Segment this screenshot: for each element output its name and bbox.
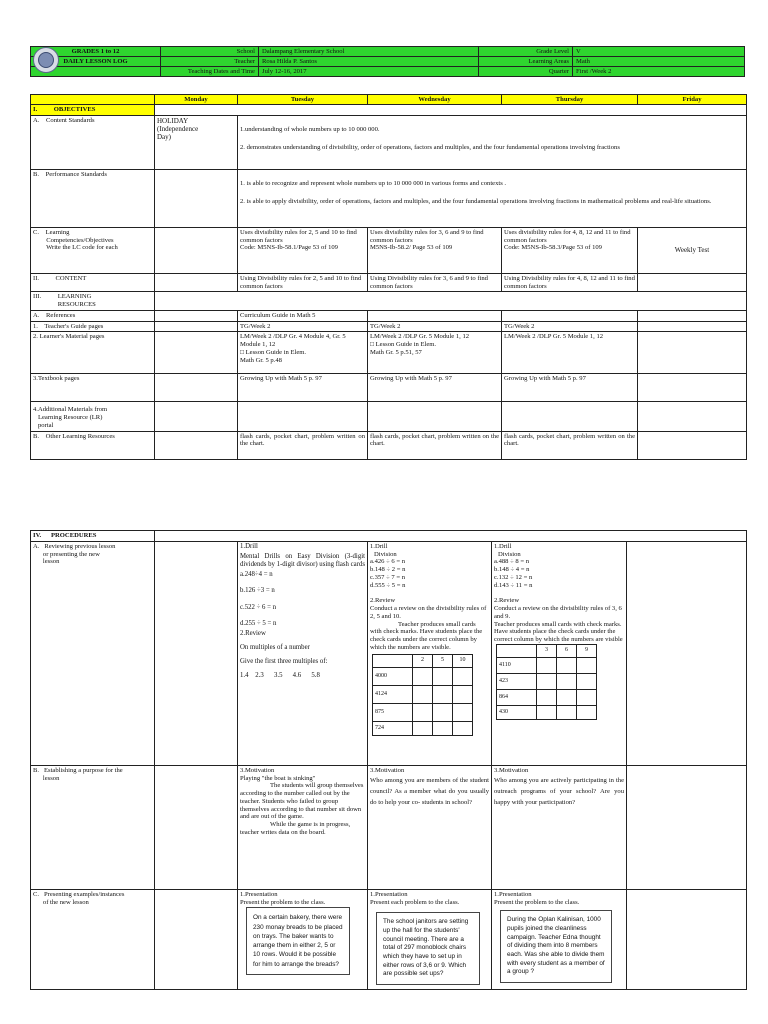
- competencies-wednesday: Uses divisibility rules for 3, 6 and 9 to find common factors M5NS-Ib-58.2/ Page 53 of 109: [368, 227, 502, 273]
- content-standards-cell: [238, 115, 747, 169]
- dt-thu-h3: 9: [577, 644, 597, 657]
- dt-wed-c: [413, 667, 433, 685]
- dt-thu-c: [577, 689, 597, 705]
- day-friday: Friday: [638, 95, 747, 105]
- competencies-thursday: Uses divisibility rules for 4, 8, 12 and 11 to find common factors Code: M5NS-Ib-58.3/Page 53 of 109: [502, 227, 638, 273]
- review-text-tue: On multiples of a number: [240, 644, 310, 652]
- dt-thu-c: [537, 673, 557, 689]
- drill-title-tue: 1.Drill: [240, 542, 258, 550]
- performance-standards-cell: [238, 169, 747, 227]
- examples-tuesday: [238, 889, 368, 989]
- dt-wed-c: [433, 703, 453, 721]
- dt-thu-c: [557, 689, 577, 705]
- dt-wed-c: [413, 721, 433, 735]
- area-label: Learning Areas: [479, 57, 573, 67]
- content-label: II. CONTENT: [31, 273, 155, 292]
- tb-wednesday: Growing Up with Math 5 p. 97: [368, 374, 502, 402]
- motivation-title-thu: 3.Motivation: [494, 766, 529, 774]
- review-title-thu: 2.Review: [494, 597, 520, 605]
- dt-wed-h1: 2: [413, 654, 433, 667]
- am-monday: [155, 402, 238, 431]
- area-value: Math: [573, 57, 745, 67]
- dt-wed-c: [453, 721, 473, 735]
- competencies-tuesday: Uses divisibility rules for 2, 5 and 10 to find common factors Code: M5NS-Ib-58.1/Page 53 of 109: [238, 227, 368, 273]
- dt-wed-h0: [373, 654, 413, 667]
- dt-thu-h1: 3: [537, 644, 557, 657]
- other-resources-label: B. Other Learning Resources: [31, 431, 155, 459]
- header-table: [30, 46, 745, 77]
- content-standard-1: 1.understanding of whole numbers up to 10 000 000.: [240, 125, 380, 133]
- dt-thu-c: [557, 705, 577, 719]
- day-tuesday: Tuesday: [238, 95, 368, 105]
- learning-resources-blank: [155, 292, 747, 311]
- purpose-friday: [627, 765, 747, 889]
- review-wednesday: [368, 541, 492, 765]
- drill-item-tue-a: a.248÷4 = n: [240, 571, 273, 579]
- divisibility-table-wed: [372, 654, 473, 736]
- drill-item-tue-b: b.126 ÷3 = n: [240, 587, 275, 595]
- drill-text-tue: Mental Drills on Easy Division (3-digit dividends by 1-digit divisor) using flash cards: [240, 552, 365, 569]
- learners-material-label: 2. Learner's Material pages: [31, 332, 155, 374]
- school-value: Dalampang Elementary School: [259, 47, 479, 57]
- am-friday: [638, 402, 747, 431]
- content-thursday: Using Divisibility rules for 4, 8, 12 and 11 to find common factors: [502, 273, 638, 292]
- problem-box-wed: The school janitors are setting up the hall for the students' council meeting. There are a total of 297 monoblock chairs which they have to set up in either rows of 3,6 or 9. Which are possible set ups?: [376, 912, 480, 984]
- content-tuesday: Using Divisibility rules for 2, 5 and 10 to find common factors: [238, 273, 368, 292]
- review-title-wed: 2.Review: [370, 597, 396, 605]
- teacher-value: Rosa Hilda P. Santos: [259, 57, 479, 67]
- examples-monday: [155, 889, 238, 989]
- purpose-wednesday: [368, 765, 492, 889]
- dt-thu-c: [537, 689, 557, 705]
- review-text-thu: Conduct a review on the divisibility rules of 3, 6 and 9.: [494, 605, 622, 620]
- competencies-label: C. Learning Competencies/Objectives Write the LC code for each: [31, 227, 155, 273]
- dt-wed-r0: 4000: [373, 667, 413, 685]
- grade-label: Grade Level: [479, 47, 573, 57]
- performance-standards-label: B. Performance Standards: [31, 169, 155, 227]
- drill-item-tue-c: c.522 ÷ 6 = n: [240, 603, 277, 611]
- lm-thursday: LM/Week 2 /DLP Gr. 5 Module 1, 12: [502, 332, 638, 374]
- header-title-line2: DAILY LESSON LOG: [31, 57, 161, 67]
- dt-wed-c: [453, 703, 473, 721]
- drill-item-thu-c: c.132 ÷ 12 = n: [494, 573, 533, 581]
- dt-thu-c: [577, 657, 597, 673]
- dt-wed-c: [413, 685, 433, 703]
- objectives-heading: I. OBJECTIVES: [31, 105, 155, 116]
- dt-wed-c: [433, 721, 453, 735]
- examples-thursday: [492, 889, 627, 989]
- dt-thu-r2: 864: [497, 689, 537, 705]
- content-wednesday: Using Divisibility rules for 3, 6 and 9 to find common factors: [368, 273, 502, 292]
- learning-resources-label: III. LEARNING RESOURCES: [31, 292, 155, 311]
- drill-item-thu-b: b.148 ÷ 4 = n: [494, 566, 530, 574]
- other-friday: [638, 431, 747, 459]
- tb-friday: [638, 374, 747, 402]
- additional-materials-label: 4.Additional Materials from Learning Resource (LR) portal: [31, 402, 155, 431]
- dt-wed-c: [453, 667, 473, 685]
- problem-box-tue: On a certain bakery, there were 230 monay breads to be placed on trays. The baker wants to arrange them in either 2, 5 or 10 rows. Would it be possible for him to arrange the breads?: [246, 907, 350, 975]
- objectives-table: [30, 94, 747, 460]
- holiday-text: HOLIDAY (Independence Day): [155, 115, 238, 169]
- quarter-value: First /Week 2: [573, 67, 745, 77]
- review-text2-wed: Teacher produces small cards with check marks. Have students place the check cards under the correct column by which the numbers are visible.: [370, 620, 483, 651]
- presentation-title-wed: 1.Presentation: [370, 890, 408, 898]
- dt-thu-r1: 423: [497, 673, 537, 689]
- dt-thu-c: [577, 705, 597, 719]
- references-tuesday: Curriculum Guide in Math 5: [238, 310, 368, 321]
- review-monday: [155, 541, 238, 765]
- drill-item-wed-c: c.357 ÷ 7 = n: [370, 573, 405, 581]
- dt-thu-c: [557, 657, 577, 673]
- dt-wed-c: [413, 703, 433, 721]
- motivation-text-thu: Who among you are actively participating in the outreach programs of your school? Are you happy with your participation?: [494, 776, 624, 807]
- content-friday: [638, 273, 747, 292]
- purpose-thursday: [492, 765, 627, 889]
- motivation-title-wed: 3.Motivation: [370, 766, 405, 774]
- dt-wed-h2: 5: [433, 654, 453, 667]
- content-monday: [155, 273, 238, 292]
- procedures-heading: IV. PROCEDURES: [31, 531, 155, 542]
- other-wednesday: flash cards, pocket chart, problem written on the chart.: [368, 431, 502, 459]
- review-text2-tue: Give the first three multiples of:: [240, 658, 328, 666]
- motivation-text2-tue: While the game is in progress, teacher writes data on the board.: [240, 821, 351, 836]
- problem-box-thu: During the Oplan Kalinisan, 1000 pupils joined the cleanliness campaign. Teacher Edna thought of dividing them into 8 members each. Was she able to divide them with every student as a member of a group ?: [500, 910, 612, 982]
- tb-thursday: Growing Up with Math 5 p. 97: [502, 374, 638, 402]
- divisibility-table-thu: [496, 644, 597, 720]
- references-wednesday: [368, 310, 502, 321]
- deped-seal-icon: [33, 47, 59, 73]
- presentation-sub-thu: Present the problem to the class.: [494, 898, 580, 906]
- motivation-text1-tue: The students will group themselves according to the number called out by the teacher. Students who failed to group themselves according to that number sit down and are out of the game.: [240, 782, 364, 821]
- lm-friday: [638, 332, 747, 374]
- review-thursday: [492, 541, 627, 765]
- review-lesson-label: A. Reviewing previous lesson or presenting the new lesson: [31, 541, 155, 765]
- competencies-monday: [155, 227, 238, 273]
- presentation-title-thu: 1.Presentation: [494, 890, 532, 898]
- drill-item-wed-b: b.148 ÷ 2 = n: [370, 566, 406, 574]
- header-title-line1: GRADES 1 to 12: [31, 47, 161, 57]
- dt-wed-r1: 4124: [373, 685, 413, 703]
- tg-thursday: TG/Week 2: [502, 321, 638, 332]
- content-standard-2: 2. demonstrates understanding of divisibility, order of operations, factors and multiples, and the four fundamental operations involving fractions: [240, 143, 620, 151]
- lm-monday: [155, 332, 238, 374]
- procedures-blank: [155, 531, 747, 542]
- purpose-tuesday: [238, 765, 368, 889]
- dt-wed-c: [453, 685, 473, 703]
- references-monday: [155, 310, 238, 321]
- tg-monday: [155, 321, 238, 332]
- references-friday: [638, 310, 747, 321]
- dt-thu-r0: 4110: [497, 657, 537, 673]
- competencies-friday: Weekly Test: [638, 227, 747, 273]
- drill-sub-thu: Division: [498, 550, 521, 558]
- references-thursday: [502, 310, 638, 321]
- lm-wednesday: LM/Week 2 /DLP Gr. 5 Module 1, 12 □ Lesson Guide in Elem. Math Gr. 5 p.51, 57: [368, 332, 502, 374]
- day-monday: Monday: [155, 95, 238, 105]
- performance-standard-1: 1. is able to recognize and represent whole numbers up to 10 000 000 in various forms and contexts .: [240, 179, 507, 187]
- examples-friday: [627, 889, 747, 989]
- drill-item-wed-a: a.426 ÷ 6 = n: [370, 558, 405, 566]
- review-friday: [627, 541, 747, 765]
- teacher-label: Teacher: [161, 57, 259, 67]
- objectives-blank: [155, 105, 747, 116]
- am-tuesday: [238, 402, 368, 431]
- lm-tuesday: LM/Week 2 /DLP Gr. 4 Module 4, Gr. 5 Module 1, 12 □ Lesson Guide in Elem. Math Gr. 5 p.48: [238, 332, 368, 374]
- dates-value: July 12-16, 2017: [259, 67, 479, 77]
- drill-item-thu-d: d.143 ÷ 11 = n: [494, 581, 533, 589]
- performance-monday: [155, 169, 238, 227]
- purpose-monday: [155, 765, 238, 889]
- day-thursday: Thursday: [502, 95, 638, 105]
- dt-thu-c: [557, 673, 577, 689]
- tb-monday: [155, 374, 238, 402]
- dt-thu-c: [577, 673, 597, 689]
- dt-wed-r2: 875: [373, 703, 413, 721]
- examples-label: C. Presenting examples/instances of the new lesson: [31, 889, 155, 989]
- drill-item-wed-d: d.555 ÷ 5 = n: [370, 581, 406, 589]
- textbook-label: 3.Textbook pages: [31, 374, 155, 402]
- am-wednesday: [368, 402, 502, 431]
- dt-wed-c: [433, 667, 453, 685]
- motivation-text-wed: Who among you are members of the student council? As a member what do you usually do to help your co- students in school?: [370, 776, 489, 807]
- dt-wed-c: [433, 685, 453, 703]
- review-tuesday: [238, 541, 368, 765]
- drill-sub-wed: Division: [374, 550, 397, 558]
- presentation-title-tue: 1.Presentation: [240, 890, 278, 898]
- quarter-label: Quarter: [479, 67, 573, 77]
- dates-label: Teaching Dates and Time: [161, 67, 259, 77]
- content-standards-label: A. Content Standards: [31, 115, 155, 169]
- drill-item-tue-d: d.255 ÷ 5 = n: [240, 619, 277, 627]
- day-corner: [31, 95, 155, 105]
- performance-standard-2: 2. is able to apply divisibility, order of operations, factors and multiples, and the four fundamental operations involving fractions in mathematical problems and real-life situations.: [240, 197, 712, 205]
- teachers-guide-label: 1. Teacher's Guide pages: [31, 321, 155, 332]
- dt-wed-h3: 10: [453, 654, 473, 667]
- review-text-wed: Conduct a review on the divisibility rules of 2, 5 and 10.: [370, 605, 487, 620]
- day-wednesday: Wednesday: [368, 95, 502, 105]
- other-monday: [155, 431, 238, 459]
- grade-value: V: [573, 47, 745, 57]
- drill-title-wed: 1.Drill: [370, 542, 388, 550]
- other-thursday: flash cards, pocket chart, problem written on the chart.: [502, 431, 638, 459]
- dt-thu-h2: 6: [557, 644, 577, 657]
- tg-wednesday: TG/Week 2: [368, 321, 502, 332]
- drill-item-thu-a: a.488 ÷ 8 = n: [494, 558, 529, 566]
- dt-wed-r3: 724: [373, 721, 413, 735]
- tb-tuesday: Growing Up with Math 5 p. 97: [238, 374, 368, 402]
- motivation-title-tue: 3.Motivation: [240, 766, 275, 774]
- drill-title-thu: 1.Drill: [494, 542, 512, 550]
- procedures-table: [30, 530, 747, 990]
- am-thursday: [502, 402, 638, 431]
- review-text2-thu: Teacher produces small cards with check marks. Have students place the check cards under the correct column by which the numbers are visible: [494, 620, 623, 644]
- purpose-label: B. Establishing a purpose for the lesson: [31, 765, 155, 889]
- school-label: School: [161, 47, 259, 57]
- presentation-sub-wed: Present each problem to the class.: [370, 898, 460, 906]
- tg-tuesday: TG/Week 2: [238, 321, 368, 332]
- dt-thu-h0: [497, 644, 537, 657]
- multiples-list-tue: 1.4 2.3 3.5 4.6 5.8: [240, 672, 320, 680]
- other-tuesday: flash cards, pocket chart, problem written on the chart.: [238, 431, 368, 459]
- dt-thu-r3: 430: [497, 705, 537, 719]
- examples-wednesday: [368, 889, 492, 989]
- dt-thu-c: [537, 657, 557, 673]
- references-label: A. References: [31, 310, 155, 321]
- tg-friday: [638, 321, 747, 332]
- dt-thu-c: [537, 705, 557, 719]
- motivation-game-tue: Playing "the boat is sinking": [240, 774, 316, 782]
- review-title-tue: 2.Review: [240, 629, 266, 637]
- presentation-sub-tue: Present the problem to the class.: [240, 898, 326, 906]
